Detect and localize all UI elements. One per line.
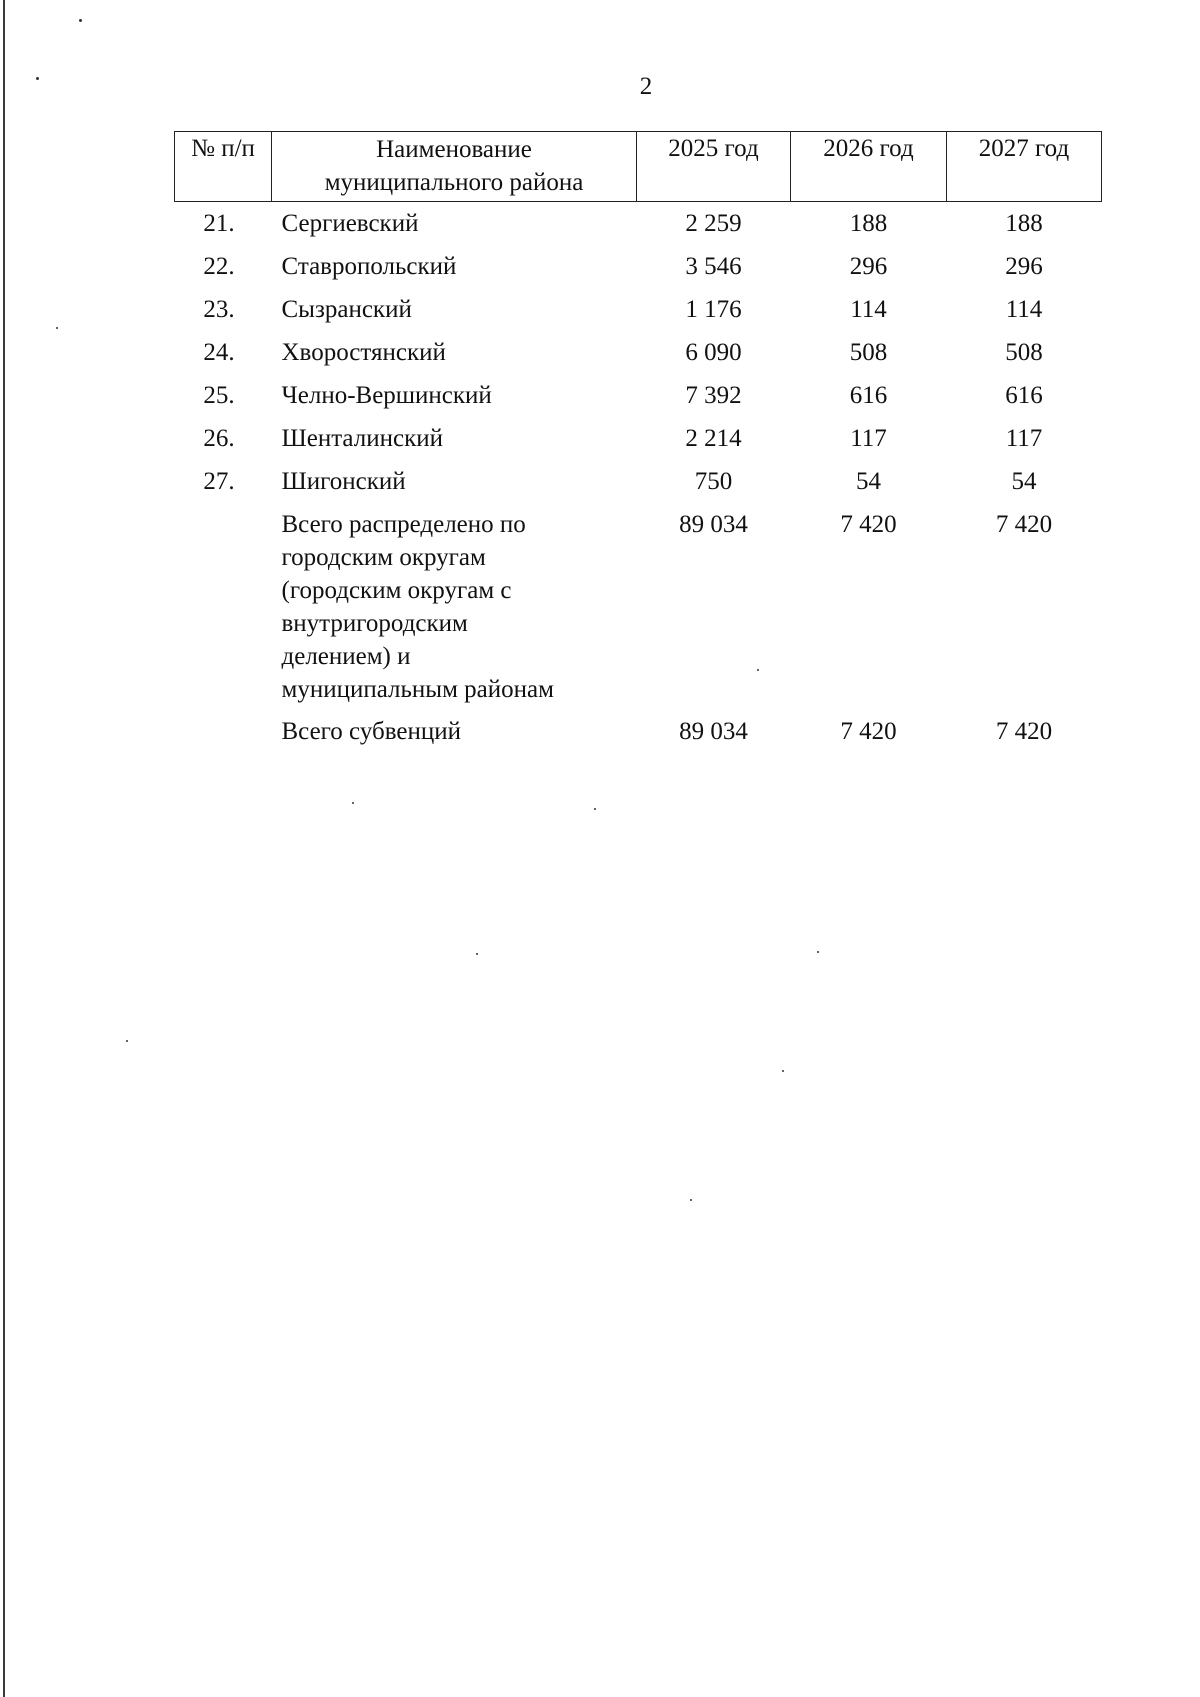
header-2025: 2025 год (637, 132, 791, 202)
row-2025: 7 392 (685, 382, 742, 409)
row-num: 24. (203, 339, 235, 366)
row-name: Челно-Вершинский (281, 382, 492, 409)
row-num: 26. (203, 425, 235, 452)
total-subventions-label: Всего субвенций (281, 718, 461, 745)
scan-speck (36, 77, 39, 80)
total-distributed-line: городским округам (281, 544, 486, 571)
row-2025: 6 090 (685, 339, 742, 366)
total-distributed-2026: 7 420 (840, 511, 897, 538)
row-num (175, 710, 272, 753)
scan-speck (352, 802, 354, 804)
header-name-line1: Наименование (376, 136, 532, 163)
scan-speck (817, 951, 819, 953)
row-2025: 2 259 (685, 210, 742, 237)
page-left-edge (3, 0, 5, 1697)
table-row (175, 374, 1102, 417)
total-subventions-row (175, 710, 1102, 753)
scan-speck (56, 327, 58, 329)
row-2027: 114 (1005, 296, 1043, 323)
row-num: 22. (203, 253, 235, 280)
row-2025: 2 214 (685, 425, 742, 452)
total-distributed-line: внутригородским (281, 610, 468, 637)
row-2026: 508 (849, 339, 888, 366)
table-row (175, 417, 1102, 460)
total-distributed-2025: 89 034 (679, 511, 748, 538)
row-num: 27. (203, 468, 235, 495)
header-name (272, 132, 637, 202)
header-row (175, 132, 1102, 202)
row-2026: 188 (849, 210, 888, 237)
table-body (175, 202, 1102, 754)
row-2026: 114 (850, 296, 887, 323)
header-name-line2: муниципального района (324, 169, 584, 196)
row-2027: 616 (1005, 382, 1043, 409)
row-name: Хворостянский (281, 339, 446, 366)
scan-speck (79, 19, 82, 22)
total-subventions-2027: 7 420 (995, 718, 1053, 745)
row-2026: 117 (850, 425, 887, 452)
total-distributed-line: делением) и (281, 643, 411, 670)
row-2025: 3 546 (685, 253, 742, 280)
distribution-table (174, 131, 1102, 753)
row-name: Ставропольский (281, 253, 457, 280)
row-name: Сергиевский (281, 210, 419, 237)
total-distributed-2027: 7 420 (995, 511, 1053, 538)
row-2027: 117 (1005, 425, 1043, 452)
row-name: Шигонский (281, 468, 406, 495)
total-distributed-line: (городским округам с (281, 577, 512, 604)
page-number: 2 (639, 73, 653, 100)
row-num: 23. (203, 296, 235, 323)
scan-speck (126, 1040, 128, 1042)
row-2027: 296 (1005, 253, 1043, 280)
total-distributed-line: Всего распределено по (281, 511, 526, 538)
table-header (175, 132, 1102, 202)
table-row (175, 331, 1102, 374)
scan-speck (476, 953, 478, 955)
scan-speck (782, 1070, 784, 1072)
total-distributed-line: муниципальным районам (281, 676, 554, 703)
row-name: Шенталинский (281, 425, 443, 452)
header-2026: 2026 год (791, 132, 947, 202)
total-distributed-row (175, 503, 1102, 710)
row-2025: 750 (694, 468, 733, 495)
table-row (175, 202, 1102, 246)
table-row (175, 460, 1102, 503)
row-2027: 188 (1005, 210, 1043, 237)
row-2026: 54 (856, 468, 881, 495)
scan-speck (690, 1199, 692, 1201)
header-2027: 2027 год (947, 132, 1102, 202)
header-num: № п/п (175, 132, 272, 202)
total-subventions-2025: 89 034 (679, 718, 748, 745)
table-row (175, 288, 1102, 331)
row-num: 21. (203, 210, 235, 237)
row-name: Сызранский (281, 296, 412, 323)
row-2026: 616 (849, 382, 888, 409)
scan-speck (757, 669, 759, 671)
scan-speck (594, 808, 596, 810)
row-num: 25. (203, 382, 235, 409)
row-2026: 296 (849, 253, 888, 280)
row-2025: 1 176 (685, 296, 742, 323)
row-2027: 54 (1011, 468, 1037, 495)
total-distributed-label (272, 503, 637, 710)
table-row (175, 245, 1102, 288)
row-num (175, 503, 272, 710)
row-2027: 508 (1005, 339, 1043, 366)
total-subventions-2026: 7 420 (840, 718, 897, 745)
